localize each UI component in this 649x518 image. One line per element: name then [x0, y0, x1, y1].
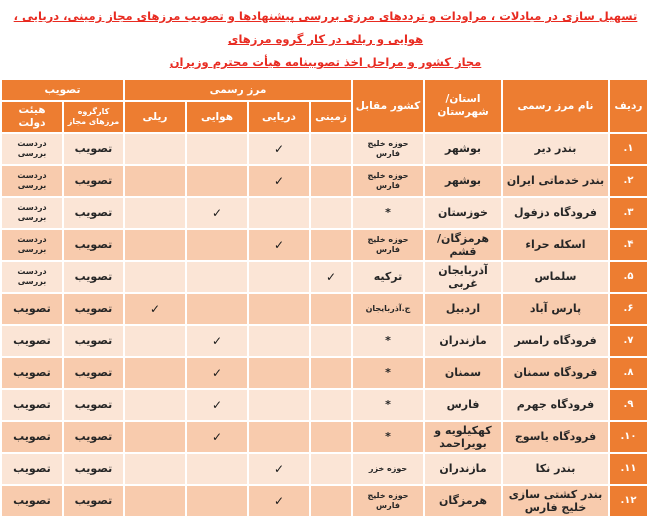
- header-workgroup: کارگروه مرزهای مجاز: [63, 101, 124, 133]
- cell-opposite-country: *: [352, 389, 424, 421]
- cell-air-check: [186, 485, 248, 517]
- cell-rail-check: ✓: [124, 293, 186, 325]
- cell-sea-check: [248, 325, 310, 357]
- cell-land-check: [310, 165, 352, 197]
- cell-rail-check: [124, 389, 186, 421]
- table-row: [1, 197, 648, 229]
- cell-workgroup-approval: تصویب: [63, 421, 124, 453]
- table-row: [1, 325, 648, 357]
- cell-workgroup-approval: تصویب: [63, 133, 124, 165]
- cell-province: هرمزگان: [424, 485, 502, 517]
- header-row-number: ردیف: [609, 79, 648, 133]
- cell-border-name: بندر کشتی سازی خلیج فارس: [502, 485, 609, 517]
- cell-workgroup-approval: تصویب: [63, 261, 124, 293]
- table-row: [1, 421, 648, 453]
- cell-workgroup-approval: تصویب: [63, 293, 124, 325]
- cell-land-check: [310, 485, 352, 517]
- cell-air-check: ✓: [186, 325, 248, 357]
- cell-province: بوشهر: [424, 165, 502, 197]
- cell-air-check: [186, 165, 248, 197]
- cell-workgroup-approval: تصویب: [63, 229, 124, 261]
- cell-air-check: [186, 453, 248, 485]
- cell-land-check: [310, 325, 352, 357]
- cell-air-check: ✓: [186, 197, 248, 229]
- cell-sea-check: ✓: [248, 453, 310, 485]
- cell-border-name: بندر دیر: [502, 133, 609, 165]
- cell-row-number: ۱۲.: [609, 485, 648, 517]
- cell-row-number: ۸.: [609, 357, 648, 389]
- header-province: استان/شهرستان: [424, 79, 502, 133]
- title-line-2: مجاز کشور و مراحل اخذ تصویبنامه هیأت محترم وزیران: [169, 55, 482, 69]
- cell-land-check: [310, 389, 352, 421]
- cell-rail-check: [124, 197, 186, 229]
- cell-border-name: فرودگاه یاسوج: [502, 421, 609, 453]
- cell-cabinet-approval: دردست بررسی: [1, 165, 63, 197]
- cell-row-number: ۱.: [609, 133, 648, 165]
- cell-air-check: [186, 133, 248, 165]
- cell-rail-check: [124, 453, 186, 485]
- cell-opposite-country: حوزه خزر: [352, 453, 424, 485]
- header-official-border-group: مرز رسمی: [124, 79, 352, 101]
- cell-land-check: [310, 133, 352, 165]
- table-row: [1, 293, 648, 325]
- cell-border-name: فرودگاه سمنان: [502, 357, 609, 389]
- cell-border-name: سلماس: [502, 261, 609, 293]
- cell-cabinet-approval: تصویب: [1, 293, 63, 325]
- cell-province: سمنان: [424, 357, 502, 389]
- cell-sea-check: [248, 197, 310, 229]
- cell-cabinet-approval: تصویب: [1, 453, 63, 485]
- cell-land-check: [310, 421, 352, 453]
- header-cabinet: هیئت دولت: [1, 101, 63, 133]
- header-border-name: نام مرز رسمی: [502, 79, 609, 133]
- cell-opposite-country: حوزه خلیج فارس: [352, 133, 424, 165]
- cell-rail-check: [124, 133, 186, 165]
- cell-land-check: [310, 197, 352, 229]
- cell-sea-check: ✓: [248, 165, 310, 197]
- cell-opposite-country: ج.آذربایجان: [352, 293, 424, 325]
- cell-land-check: [310, 357, 352, 389]
- cell-opposite-country: ترکیه: [352, 261, 424, 293]
- cell-sea-check: ✓: [248, 229, 310, 261]
- cell-workgroup-approval: تصویب: [63, 389, 124, 421]
- document-title: [2, 0, 649, 74]
- cell-row-number: ۷.: [609, 325, 648, 357]
- table-row: [1, 133, 648, 165]
- cell-border-name: پارس آباد: [502, 293, 609, 325]
- table-row: [1, 165, 648, 197]
- cell-province: هرمزگان/قشم: [424, 229, 502, 261]
- cell-opposite-country: حوزه خلیج فارس: [352, 485, 424, 517]
- cell-workgroup-approval: تصویب: [63, 325, 124, 357]
- header-sea: دریایی: [248, 101, 310, 133]
- cell-cabinet-approval: تصویب: [1, 325, 63, 357]
- cell-air-check: [186, 293, 248, 325]
- cell-land-check: [310, 453, 352, 485]
- cell-province: بوشهر: [424, 133, 502, 165]
- cell-province: خوزستان: [424, 197, 502, 229]
- header-air: هوایی: [186, 101, 248, 133]
- cell-cabinet-approval: دردست بررسی: [1, 261, 63, 293]
- cell-cabinet-approval: تصویب: [1, 421, 63, 453]
- cell-sea-check: [248, 389, 310, 421]
- table-row: [1, 389, 648, 421]
- cell-opposite-country: *: [352, 325, 424, 357]
- cell-province: آذربایجان غربی: [424, 261, 502, 293]
- cell-opposite-country: *: [352, 357, 424, 389]
- cell-rail-check: [124, 261, 186, 293]
- cell-row-number: ۹.: [609, 389, 648, 421]
- header-opposite-country: کشور مقابل: [352, 79, 424, 133]
- header-rail: ریلی: [124, 101, 186, 133]
- cell-rail-check: [124, 485, 186, 517]
- header-group-row: [1, 79, 648, 101]
- table-row: [1, 357, 648, 389]
- authorized-borders-table: [0, 78, 649, 518]
- cell-row-number: ۳.: [609, 197, 648, 229]
- cell-border-name: فرودگاه رامسر: [502, 325, 609, 357]
- cell-rail-check: [124, 165, 186, 197]
- cell-cabinet-approval: دردست بررسی: [1, 229, 63, 261]
- header-land: زمینی: [310, 101, 352, 133]
- cell-opposite-country: *: [352, 197, 424, 229]
- cell-border-name: فرودگاه جهرم: [502, 389, 609, 421]
- cell-rail-check: [124, 229, 186, 261]
- page: [2, 0, 649, 514]
- table-row: [1, 261, 648, 293]
- cell-opposite-country: حوزه خلیج فارس: [352, 165, 424, 197]
- cell-province: فارس: [424, 389, 502, 421]
- cell-row-number: ۲.: [609, 165, 648, 197]
- cell-row-number: ۴.: [609, 229, 648, 261]
- cell-row-number: ۱۰.: [609, 421, 648, 453]
- cell-air-check: [186, 261, 248, 293]
- cell-row-number: ۱۱.: [609, 453, 648, 485]
- table-header: [1, 79, 648, 133]
- cell-land-check: [310, 293, 352, 325]
- cell-row-number: ۵.: [609, 261, 648, 293]
- cell-cabinet-approval: تصویب: [1, 357, 63, 389]
- cell-border-name: فرودگاه دزفول: [502, 197, 609, 229]
- cell-cabinet-approval: دردست بررسی: [1, 133, 63, 165]
- cell-sea-check: [248, 357, 310, 389]
- cell-air-check: ✓: [186, 389, 248, 421]
- cell-land-check: [310, 229, 352, 261]
- cell-sea-check: [248, 293, 310, 325]
- cell-land-check: ✓: [310, 261, 352, 293]
- table-row: [1, 485, 648, 517]
- cell-air-check: ✓: [186, 357, 248, 389]
- cell-province: مازندران: [424, 325, 502, 357]
- cell-row-number: ۶.: [609, 293, 648, 325]
- cell-province: مازندران: [424, 453, 502, 485]
- cell-rail-check: [124, 325, 186, 357]
- table-row: [1, 453, 648, 485]
- table-row: [1, 229, 648, 261]
- cell-workgroup-approval: تصویب: [63, 357, 124, 389]
- cell-opposite-country: *: [352, 421, 424, 453]
- cell-province: کهکیلویه و بویراحمد: [424, 421, 502, 453]
- cell-air-check: [186, 229, 248, 261]
- cell-air-check: ✓: [186, 421, 248, 453]
- cell-cabinet-approval: دردست بررسی: [1, 197, 63, 229]
- cell-rail-check: [124, 421, 186, 453]
- title-line-1: تسهیل سازی در مبادلات ، مراودات و ترددهای مرزی بررسی پیشنهادها و تصویب مرزهای مجاز زمینی، دریایی ، هوایی و ریلی در کار گروه مرزهای: [13, 9, 638, 46]
- cell-workgroup-approval: تصویب: [63, 165, 124, 197]
- cell-sea-check: ✓: [248, 485, 310, 517]
- cell-workgroup-approval: تصویب: [63, 485, 124, 517]
- cell-cabinet-approval: تصویب: [1, 485, 63, 517]
- header-approval-group: تصویب: [1, 79, 124, 101]
- cell-workgroup-approval: تصویب: [63, 197, 124, 229]
- cell-rail-check: [124, 357, 186, 389]
- cell-border-name: اسکله حراء: [502, 229, 609, 261]
- table-body: [1, 133, 648, 517]
- cell-sea-check: ✓: [248, 133, 310, 165]
- cell-province: اردبیل: [424, 293, 502, 325]
- cell-sea-check: [248, 261, 310, 293]
- cell-border-name: بندر نکا: [502, 453, 609, 485]
- cell-border-name: بندر خدماتی ایران: [502, 165, 609, 197]
- cell-cabinet-approval: تصویب: [1, 389, 63, 421]
- cell-workgroup-approval: تصویب: [63, 453, 124, 485]
- cell-sea-check: [248, 421, 310, 453]
- cell-opposite-country: حوزه خلیج فارس: [352, 229, 424, 261]
